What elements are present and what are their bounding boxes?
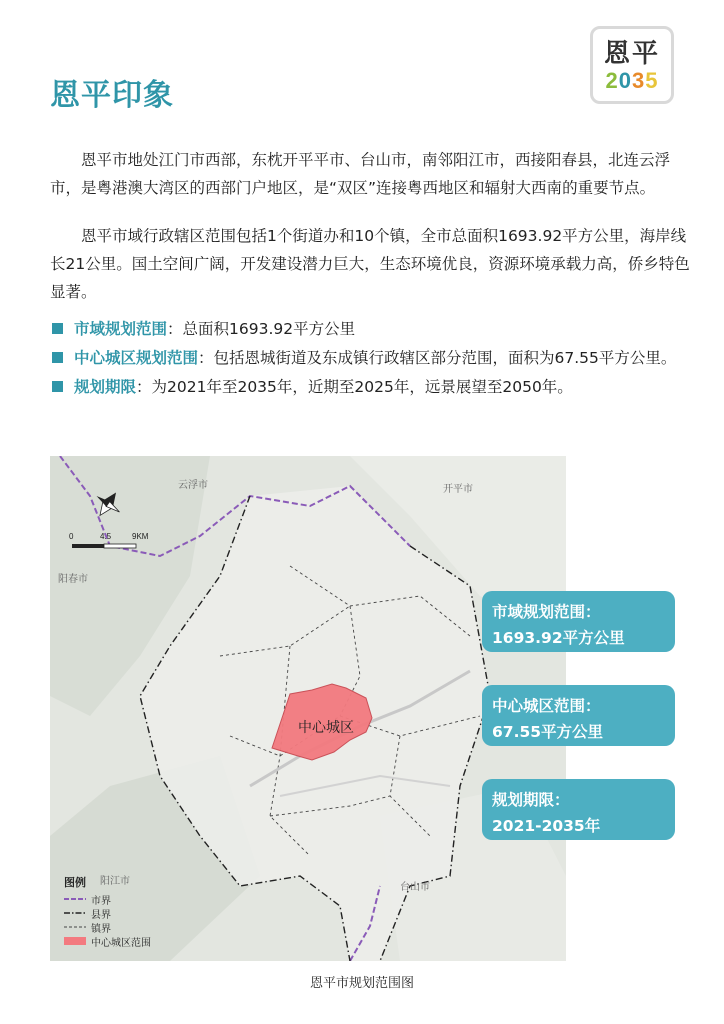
map-legend bbox=[64, 874, 151, 948]
label-taishan: 台山市 bbox=[400, 882, 430, 893]
logo-text: 恩平 bbox=[603, 39, 660, 69]
bullet-item: 规划期限：为2021年至2035年，近期至2025年，远景展望至2050年。 bbox=[50, 374, 690, 401]
label-yangjiang: 阳江市 bbox=[100, 876, 130, 887]
map-caption: 恩平市规划范围图 bbox=[309, 976, 414, 991]
legend-item-city: 市界 bbox=[91, 895, 111, 907]
bullet-square-icon bbox=[52, 352, 63, 363]
bullet-square-icon bbox=[52, 323, 63, 334]
scale-label-end: 9KM bbox=[132, 532, 149, 541]
scale-bar bbox=[72, 544, 136, 548]
callout-period: 规划期限： 2021-2035年 bbox=[482, 779, 675, 840]
label-kaiping: 开平市 bbox=[443, 484, 473, 495]
label-central-city: 中心城区 bbox=[298, 720, 354, 736]
scale-label-0: 0 bbox=[69, 532, 74, 541]
label-yunfu: 云浮市 bbox=[178, 480, 208, 491]
bullet-square-icon bbox=[52, 381, 63, 392]
legend-title: 图例 bbox=[64, 876, 86, 889]
bullet-item: 市域规划范围：总面积1693.92平方公里 bbox=[50, 316, 690, 343]
logo-year: 2035 bbox=[605, 68, 659, 93]
legend-item-town: 镇界 bbox=[91, 923, 111, 935]
intro-paragraph-2: 恩平市域行政辖区范围包括1个街道办和10个镇，全市总面积1693.92平方公里，海岸线长21公里。国土空间广阔，开发建设潜力巨大，生态环境优良，资源环境承载力高，侨乡特色显著。 bbox=[50, 227, 690, 301]
scale-label-mid: 4.5 bbox=[100, 532, 112, 541]
callout-city-scope: 市域规划范围： 1693.92平方公里 bbox=[482, 591, 675, 652]
intro-paragraph-1: 恩平市地处江门市西部，东枕开平平市、台山市，南邻阳江市，西接阳春县，北连云浮市，是粤港澳大湾区的西部门户地区，是“双区”连接粤西地区和辐射大西南的重要节点。 bbox=[50, 151, 671, 197]
legend-item-county: 县界 bbox=[91, 909, 111, 921]
legend-item-center: 中心城区范围 bbox=[64, 934, 151, 948]
callout-center-scope: 中心城区范围： 67.55平方公里 bbox=[482, 685, 675, 746]
logo bbox=[590, 26, 674, 104]
page-title: 恩平印象 bbox=[50, 78, 174, 113]
bullet-list bbox=[50, 316, 690, 403]
bullet-item: 中心城区规划范围：包括恩城街道及东成镇行政辖区部分范围，面积为67.55平方公里。 bbox=[50, 345, 690, 372]
label-yangchun: 阳春市 bbox=[58, 574, 88, 585]
